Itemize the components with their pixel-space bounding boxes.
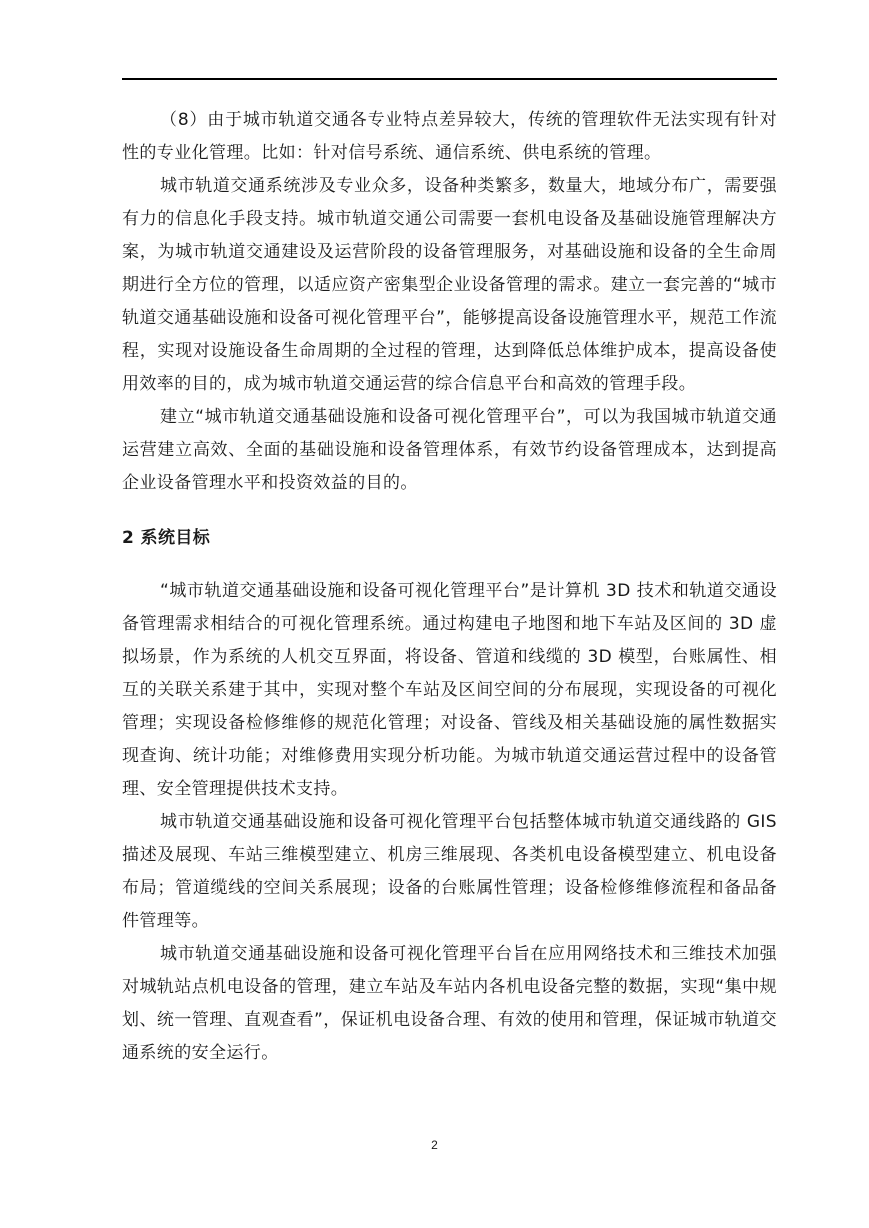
document-body	[122, 104, 777, 1070]
paragraph: 城市轨道交通系统涉及专业众多，设备种类繁多，数量大，地域分布广，需要强有力的信息化手段支持。城市轨道交通公司需要一套机电设备及基础设施管理解决方案，为城市轨道交通建设及运营阶段的设备管理服务，对基础设施和设备的全生命周期进行全方位的管理，以适应资产密集型企业设备管理的需求。建立一套完善的“城市轨道交通基础设施和设备可视化管理平台”，能够提高设备设施管理水平，规范工作流程，实现对设施设备生命周期的全过程的管理，达到降低总体维护成本，提高设备使用效率的目的，成为城市轨道交通运营的综合信息平台和高效的管理手段。	[122, 176, 777, 394]
paragraph: （8）由于城市轨道交通各专业特点差异较大，传统的管理软件无法实现有针对性的专业化管理。比如：针对信号系统、通信系统、供电系统的管理。	[122, 110, 777, 163]
paragraph: 建立“城市轨道交通基础设施和设备可视化管理平台”，可以为我国城市轨道交通运营建立高效、全面的基础设施和设备管理体系，有效节约设备管理成本，达到提高企业设备管理水平和投资效益的目的。	[122, 407, 777, 493]
header-rule	[122, 78, 777, 80]
page-number: 2	[431, 1138, 438, 1152]
paragraph: “城市轨道交通基础设施和设备可视化管理平台”是计算机 3D 技术和轨道交通设备管理需求相结合的可视化管理系统。通过构建电子地图和地下车站及区间的 3D 虚拟场景，作为系统的人机交互界面，将设备、管道和线缆的 3D 模型，台账属性、相互的关联关系建于其中，实现对整个车站及区间空间的分布展现，实现设备的可视化管理；实现设备检修维修的规范化管理；对设备、管线及相关基础设施的属性数据实现查询、统计功能；对维修费用实现分析功能。为城市轨道交通运营过程中的设备管理、安全管理提供技术支持。	[122, 581, 777, 799]
paragraph: 城市轨道交通基础设施和设备可视化管理平台旨在应用网络技术和三维技术加强对城轨站点机电设备的管理，建立车站及车站内各机电设备完整的数据，实现“集中规划、统一管理、直观查看”，保证机电设备合理、有效的使用和管理，保证城市轨道交通系统的安全运行。	[122, 944, 777, 1063]
section-heading: 2 系统目标	[122, 528, 211, 548]
paragraph: 城市轨道交通基础设施和设备可视化管理平台包括整体城市轨道交通线路的 GIS 描述及展现、车站三维模型建立、机房三维展现、各类机电设备模型建立、机电设备布局；管道缆线的空间关系展现；设备的台账属性管理；设备检修维修流程和备品备件管理等。	[122, 812, 777, 931]
